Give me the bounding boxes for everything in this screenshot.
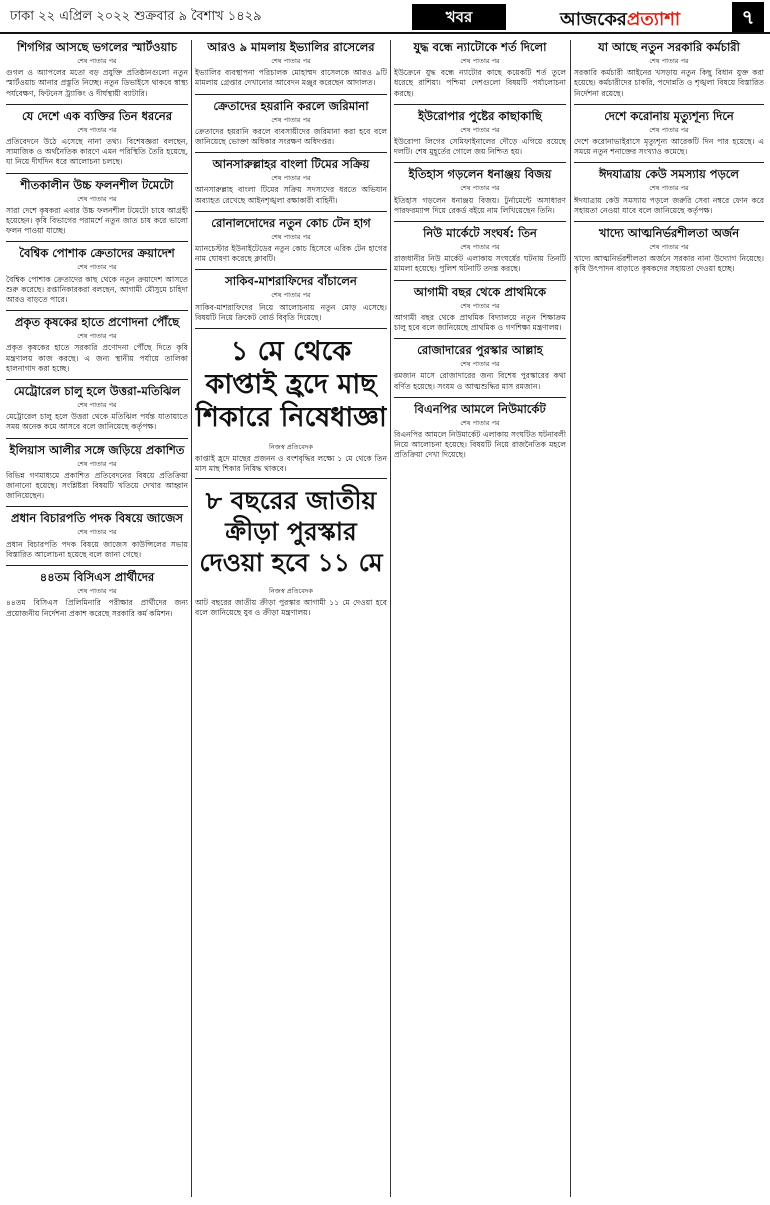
story-body: আগামী বছর থেকে প্রাথমিক বিদ্যালয়ে নতুন শিক্ষাক্রম চালু হবে বলে জানিয়েছে প্রাথমিক ও গণশিক্ষা মন্ত্রণালয়।: [394, 312, 566, 333]
news-story: [574, 167, 764, 216]
column-divider: [390, 40, 391, 1197]
story-divider: [6, 379, 188, 380]
story-body: বৈশ্বিক পোশাক ক্রেতাদের কাছ থেকে নতুন ক্রয়াদেশ আসতে শুরু করেছে। রপ্তানিকারকরা বলছেন, আগামী মৌসুমে চাহিদা আরও বাড়তে পারে।: [6, 274, 188, 305]
story-byline: শেষ পাতার পর: [460, 125, 500, 134]
story-headline: ইউরোপার পুষ্টের কাছাকাছি: [418, 108, 542, 123]
story-byline: শেষ পাতার পর: [77, 263, 117, 272]
story-divider: [6, 173, 188, 174]
story-divider: [195, 478, 387, 479]
story-byline: শেষ পাতার পর: [77, 459, 117, 468]
story-divider: [195, 269, 387, 270]
story-byline: শেষ পাতার পর: [649, 243, 689, 252]
story-byline: শেষ পাতার পর: [649, 57, 689, 65]
story-divider: [394, 397, 566, 398]
story-divider: [195, 94, 387, 95]
story-byline: শেষ পাতার পর: [77, 528, 117, 537]
story-body: ইউরোপা লিগের সেমিফাইনালের দৌড়ে এগিয়ে রয়েছে দলটি। শেষ মুহূর্তের গোলে জয় নিশ্চিত হয়।: [394, 137, 566, 157]
column-4: [574, 40, 764, 1197]
story-divider: [394, 221, 566, 222]
story-headline: রোনালদোদের নতুন কোচ টেন হাগ: [211, 215, 371, 230]
story-headline: যুদ্ধ বন্ধে ন্যাটোকে শর্ত দিলো: [413, 40, 547, 54]
story-divider: [574, 221, 764, 222]
story-byline: শেষ পাতার পর: [77, 332, 117, 341]
news-story: [195, 40, 387, 89]
story-divider: [394, 104, 566, 105]
story-byline: শেষ পাতার পর: [271, 115, 311, 124]
column-divider: [570, 40, 571, 1197]
story-body: রাজধানীর নিউ মার্কেট এলাকায় সংঘর্ষের ঘটনায় তিনটি মামলা হয়েছে। পুলিশ ঘটনাটি তদন্ত করছে।: [394, 254, 566, 274]
news-story: [6, 40, 188, 99]
story-divider: [394, 280, 566, 281]
story-body: আট বছরের জাতীয় ক্রীড়া পুরস্কার আগামী ১১ মে দেওয়া হবে বলে জানিয়েছে যুব ও ক্রীড়া মন্ত্রণালয়।: [195, 597, 387, 618]
story-headline: নিউ মার্কেটে সংঘর্ষ: তিন: [423, 226, 537, 241]
story-headline: শীতকালীন উচ্চ ফলনশীল টমেটো: [20, 177, 174, 192]
logo-main: আজকের: [560, 9, 627, 30]
page-header: [0, 0, 770, 34]
news-story: [6, 109, 188, 168]
story-headline: ইতিহাস গড়লেন ধনাঞ্জয় বিজয়: [408, 167, 552, 182]
story-headline: বিএনপির আমলে নিউমার্কেট: [414, 401, 546, 416]
story-headline: ক্রেতাদের হয়রানি করলে জরিমানা: [213, 98, 369, 113]
story-byline: শেষ পাতার পর: [271, 291, 311, 300]
story-headline: রোজাদারের পুরস্কার আল্লাহ: [417, 343, 543, 358]
newspaper-logo: [560, 5, 680, 36]
story-body: সরকারি কর্মচারী আইনের খসড়ায় নতুন কিছু বিধান যুক্ত করা হয়েছে। কর্মচারীদের চাকরি, পদোন্নতি ও শৃঙ্খলা বিষয়ে বিস্তারিত নির্দেশনা রয়েছে।: [574, 68, 764, 98]
news-story: [195, 99, 387, 148]
story-byline: শেষ পাতার পর: [460, 360, 500, 369]
news-story: [6, 443, 188, 502]
news-story: [394, 226, 566, 275]
story-body: প্রধান বিচারপতি পদক বিষয়ে জাজেস কাউন্সিলের সভায় বিস্তারিত আলোচনা হয়েছে বলে জানা গেছে।: [6, 539, 188, 559]
story-body: ক্রেতাদের হয়রানি করলে ব্যবসায়ীদের জরিমানা করা হবে বলে জানিয়েছে ভোক্তা অধিকার সংরক্ষণ অধিদপ্তর।: [195, 126, 387, 147]
story-headline: আনসারুল্লাহর বাংলা টিমের সক্রিয়: [212, 157, 370, 172]
story-byline: শেষ পাতার পর: [460, 57, 500, 65]
column-2: [195, 40, 387, 1197]
feature-headline-sports-award: ৮ বছরের জাতীয় ক্রীড়া পুরস্কার দেওয়া হবে ১১ মে: [199, 485, 383, 577]
story-headline: মেট্রোরেল চালু হলে উত্তরা-মতিঝিল: [13, 384, 181, 399]
story-divider: [6, 438, 188, 439]
story-body: প্রকৃত কৃষকের হাতে সরকারি প্রণোদনা পৌঁছে দিতে কৃষি মন্ত্রণালয় কাজ করছে। এ জন্য স্থানীয় পর্যায়ে তালিকা হালনাগাদ করা হচ্ছে।: [6, 343, 188, 373]
story-body: বিভিন্ন গণমাধ্যমে প্রকাশিত প্রতিবেদনের বিষয়ে প্রতিক্রিয়া জানানো হয়েছে। সংশ্লিষ্টরা বিষয়টি খতিয়ে দেখার আহ্বান জানিয়েছেন।: [6, 470, 188, 501]
story-divider: [6, 565, 188, 566]
section-label: খবর: [412, 4, 506, 30]
story-byline: শেষ পাতার পর: [649, 125, 689, 134]
story-byline: শেষ পাতার পর: [460, 418, 500, 427]
page-number: ৭: [732, 2, 764, 32]
story-divider: [394, 338, 566, 339]
header-date: ঢাকা ২২ এপ্রিল ২০২২ শুক্রবার ৯ বৈশাখ ১৪২৯: [10, 9, 262, 24]
news-story: [195, 157, 387, 206]
news-story: [574, 40, 764, 99]
story-byline: শেষ পাতার পর: [460, 184, 500, 193]
story-headline: যা আছে নতুন সরকারি কর্মচারী: [598, 40, 740, 54]
story-headline: বৈশ্বিক পোশাক ক্রেতাদের ক্রয়াদেশ: [19, 246, 175, 261]
story-divider: [195, 152, 387, 153]
news-story: [394, 285, 566, 334]
news-story: [394, 402, 566, 461]
story-byline: শেষ পাতার পর: [271, 232, 311, 241]
logo-accent: প্রত্যাশা: [626, 9, 681, 30]
story-headline: ইলিয়াস আলীর সঙ্গে জড়িয়ে প্রকাশিত: [9, 442, 185, 457]
news-story: [394, 167, 566, 216]
news-story: [6, 511, 188, 560]
story-headline: ৪৪তম বিসিএস প্রার্থীদের: [39, 570, 155, 585]
story-body: সাকিব-মাশরাফিদের নিয়ে আলোচনায় নতুন মোড় এসেছে। বিষয়টি নিয়ে ক্রিকেট বোর্ড বিবৃতি দিয়েছে।: [195, 302, 387, 322]
column-1: [6, 40, 188, 1197]
story-byline: শেষ পাতার পর: [77, 57, 117, 65]
story-byline: শেষ পাতার পর: [271, 174, 311, 183]
story-divider: [6, 310, 188, 311]
story-byline: শেষ পাতার পর: [271, 57, 311, 65]
story-body: আনসারুল্লাহ বাংলা টিমের সক্রিয় সদস্যদের ধরতে অভিযান অব্যাহত রেখেছে আইনশৃঙ্খলা রক্ষাকারী বাহিনী।: [195, 185, 387, 205]
story-divider: [195, 328, 387, 329]
news-story: [6, 246, 188, 305]
story-body: রমজান মাসে রোজাদারের জন্য বিশেষ পুরস্কারের কথা বর্ণিত হয়েছে। সংযম ও আত্মশুদ্ধির মাস রমজান।: [394, 371, 566, 391]
news-story: [394, 40, 566, 99]
story-headline: যে দেশে এক ব্যক্তির তিন ধরনের: [21, 108, 173, 123]
story-byline: শেষ পাতার পর: [460, 243, 500, 252]
story-divider: [195, 211, 387, 212]
story-byline: শেষ পাতার পর: [77, 587, 117, 596]
story-body: বিএনপির আমলে নিউমার্কেট এলাকায় সংঘটিত ঘটনাবলী নিয়ে আলোচনা হয়েছে। বিষয়টি নিয়ে রাজনৈতিক মহলে প্রতিক্রিয়া দেখা দিয়েছে।: [394, 430, 566, 460]
story-body: মেট্রোরেল চালু হলে উত্তরা থেকে মতিঝিল পর্যন্ত যাতায়াতে সময় অনেক কমে আসবে বলে জানিয়েছে কর্তৃপক্ষ।: [6, 412, 188, 432]
story-body: গুগল ও অ্যাপলের মতো বড় প্রযুক্তি প্রতিষ্ঠানগুলো নতুন স্মার্টওয়াচ আনার প্রস্তুতি নিচ্ছে। নতুন ডিভাইসে থাকবে স্বাস্থ্য পর্যবেক্ষণ, ফিটনেস ট্র্যাকিং ও দীর্ঘস্থায়ী ব্যাটারি।: [6, 68, 188, 98]
news-story: [394, 109, 566, 158]
story-byline: শেষ পাতার পর: [460, 301, 500, 310]
story-body: ম্যানচেস্টার ইউনাইটেডের নতুন কোচ হিসেবে এরিক টেন হাগের নাম ঘোষণা করেছে ক্লাবটি।: [195, 244, 387, 264]
story-byline: নিজস্ব প্রতিবেদক: [269, 443, 313, 452]
story-byline: শেষ পাতার পর: [649, 184, 689, 193]
story-divider: [6, 104, 188, 105]
news-story: [574, 226, 764, 275]
story-headline: প্রকৃত কৃষকের হাতে প্রণোদনা পৌঁছে: [14, 315, 180, 330]
story-body: ঈদযাত্রায় কেউ সমস্যায় পড়লে জরুরি সেবা নম্বরে ফোন করে সহায়তা নেওয়া যাবে বলে জানিয়েছে কর্তৃপক্ষ।: [574, 195, 764, 215]
story-headline: প্রধান বিচারপতি পদক বিষয়ে জাজেস: [11, 511, 183, 526]
story-body: প্রতিবেদনে উঠে এসেছে নানা তথ্য। বিশেষজ্ঞরা বলছেন, সামাজিক ও অর্থনৈতিক কারণে এমন পরিস্থিতি তৈরি হয়েছে, যা নিয়ে দীর্ঘদিন ধরে আলোচনা চলছে।: [6, 137, 188, 167]
story-headline: আরও ৯ মামলায় ইভ্যালির রাসেলের: [207, 40, 375, 54]
story-byline: শেষ পাতার পর: [77, 401, 117, 410]
story-byline: শেষ পাতার পর: [77, 125, 117, 134]
story-headline: শিগগির আসছে ভগলের স্মার্টওয়াচ: [17, 40, 177, 54]
story-body: ৪৪তম বিসিএস প্রিলিমিনারি পরীক্ষার প্রার্থীদের জন্য প্রয়োজনীয় নির্দেশনা প্রকাশ করেছে সরকারি কর্ম কমিশন।: [6, 598, 188, 618]
news-story: [6, 178, 188, 237]
story-body: ইউক্রেনে যুদ্ধ বন্ধে ন্যাটোর কাছে কয়েকটি শর্ত তুলে ধরেছে রাশিয়া। পশ্চিমা দেশগুলো বিষয়টি পর্যালোচনা করছে।: [394, 68, 566, 98]
story-divider: [574, 162, 764, 163]
story-divider: [6, 241, 188, 242]
story-byline: শেষ পাতার পর: [77, 194, 117, 203]
story-divider: [394, 162, 566, 163]
news-story: [6, 315, 188, 374]
story-body: ইভ্যালির ব্যবস্থাপনা পরিচালক মোহাম্মদ রাসেলকে আরও ৯টি মামলায় গ্রেপ্তার দেখানোর আবেদন মঞ্জুর করেছেন আদালত।: [195, 68, 387, 88]
feature-headline-kaptai: ১ মে থেকে কাপ্তাই হ্রদে মাছ শিকারে নিষেধাজ্ঞা: [195, 336, 387, 434]
story-body: দেশে করোনাভাইরাসে মৃত্যুশূন্য আরেকটি দিন পার হয়েছে। এ সময়ে নতুন শনাক্তের সংখ্যাও কমেছে।: [574, 137, 764, 157]
news-story: [574, 109, 764, 158]
news-story: [6, 570, 188, 619]
news-story: [6, 384, 188, 433]
story-headline: ঈদযাত্রায় কেউ সমস্যায় পড়লে: [599, 167, 739, 182]
column-3: [394, 40, 566, 1197]
story-headline: আগামী বছর থেকে প্রাথমিকে: [413, 284, 547, 299]
story-divider: [574, 104, 764, 105]
news-story: [394, 343, 566, 392]
story-body: ইতিহাস গড়লেন ধনাঞ্জয় বিজয়। টুর্নামেন্টে অসাধারণ পারফরম্যান্স দিয়ে রেকর্ড বইয়ে নাম লিখিয়েছেন তিনি।: [394, 195, 566, 215]
story-body: সারা দেশে কৃষকরা এবার উচ্চ ফলনশীল টমেটো চাষে আগ্রহী হয়েছেন। কৃষি বিভাগের পরামর্শে নতুন জাত চাষ করে ভালো ফলন পাওয়া যাচ্ছে।: [6, 205, 188, 236]
story-body: খাদ্যে আত্মনির্ভরশীলতা অর্জনে সরকার নানা উদ্যোগ নিয়েছে। কৃষি উৎপাদন বাড়াতে কৃষকদের সহায়তা দেওয়া হচ্ছে।: [574, 254, 764, 274]
column-divider: [191, 40, 192, 1197]
story-headline: সাকিব-মাশরাফিদের বাঁচালেন: [225, 274, 357, 289]
news-story: [195, 274, 387, 323]
story-headline: খাদ্যে আত্মনির্ভরশীলতা অর্জন: [598, 226, 740, 241]
story-divider: [6, 506, 188, 507]
story-byline: নিজস্ব প্রতিবেদক: [269, 586, 313, 595]
story-body: কাপ্তাই হ্রদে মাছের প্রজনন ও বংশবৃদ্ধির লক্ষ্যে ১ মে থেকে তিন মাস মাছ শিকার নিষিদ্ধ থাকবে।: [195, 454, 387, 474]
news-story: [195, 216, 387, 265]
story-headline: দেশে করোনায় মৃত্যুশূন্য দিনে: [604, 108, 734, 123]
